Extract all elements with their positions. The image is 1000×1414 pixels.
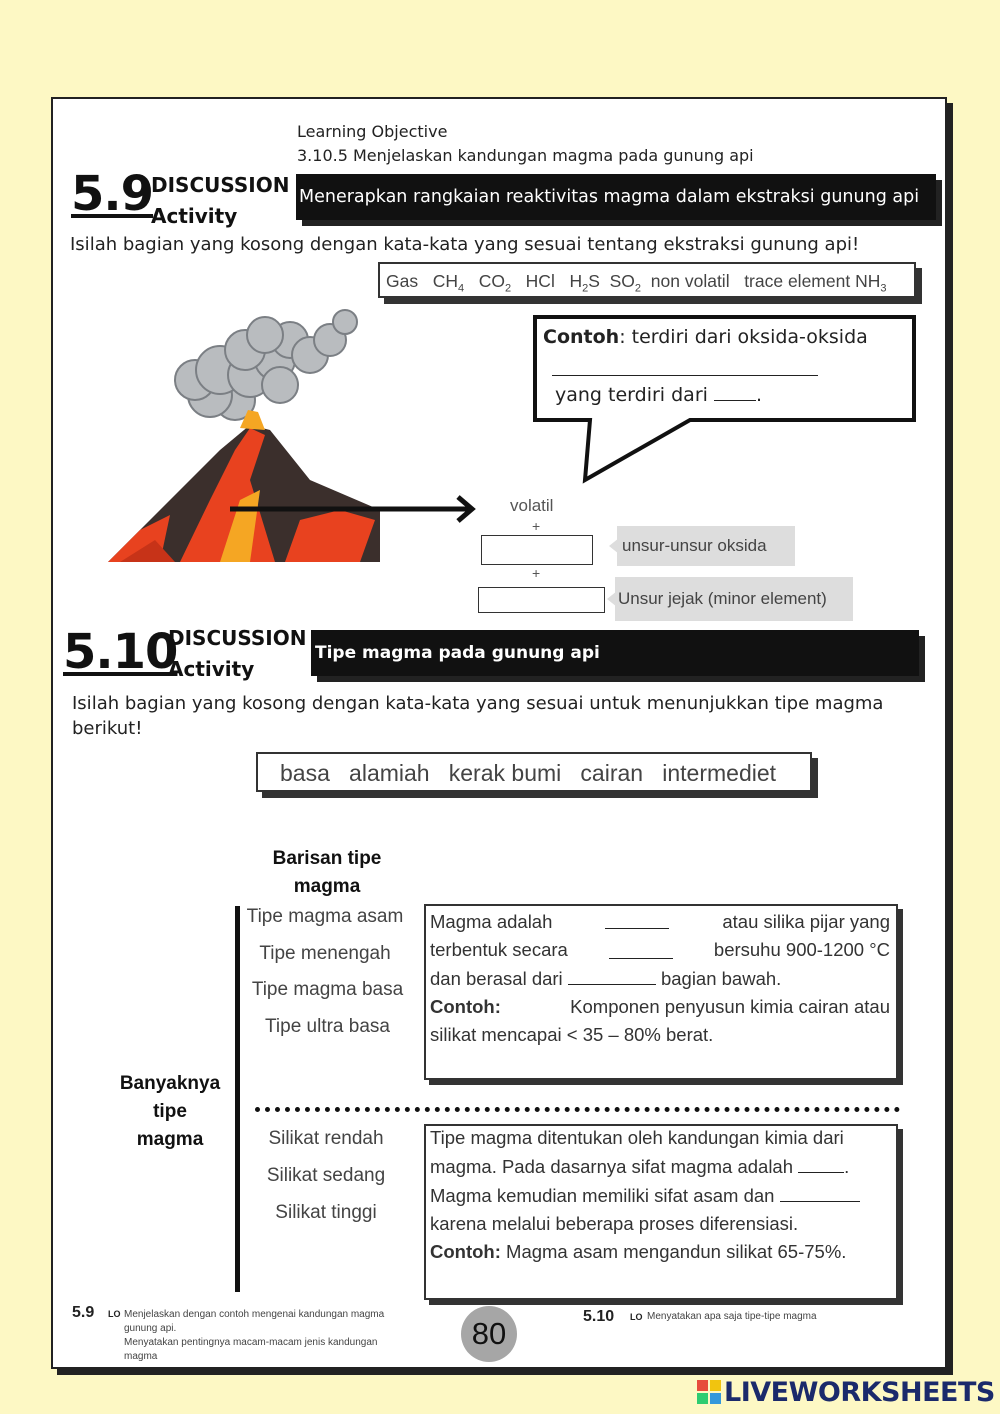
silikat-rendah: Silikat rendah	[268, 1128, 384, 1149]
volatil-label: volatil	[510, 496, 554, 515]
word-kerak-bumi: kerak bumi	[448, 760, 562, 786]
silikat-sedang: Silikat sedang	[266, 1165, 386, 1186]
bubble-blank-2[interactable]	[714, 400, 756, 401]
answer-box-unsur-jejak[interactable]	[478, 587, 605, 613]
page-number: 80	[461, 1306, 517, 1362]
word-hcl: HCl	[525, 271, 555, 291]
learning-objective-heading: Learning Objective	[297, 122, 448, 141]
bubble-line2: yang terdiri dari .	[555, 384, 763, 406]
type-ultra-basa: Tipe ultra basa	[265, 1016, 390, 1037]
word-ch4: $CH_4$	[432, 271, 465, 295]
box1-blank-1[interactable]	[605, 908, 669, 929]
footer-510-lo: LO	[630, 1312, 643, 1322]
box1-text: Magma adalah atau silika pijar yang terbentuk secara bersuhu 900-1200 °C dan berasal dari bagian bawah. Contoh: Komponen penyusun kimia cairan atau silikat mencapai < 35 – 80% berat.	[430, 908, 890, 1049]
box1-blank-3[interactable]	[568, 964, 656, 985]
answer-box-oksida[interactable]	[481, 535, 593, 565]
word-basa: basa	[280, 760, 330, 786]
footer-510-text: Menyatakan apa saja tipe-tipe magma	[647, 1311, 817, 1322]
silikat-tinggi: Silikat tinggi	[275, 1202, 377, 1223]
box2-text: Tipe magma ditentukan oleh kandungan kimia dari magma. Pada dasarnya sifat magma adalah . Magma kemudian memiliki sifat asam dan karena melalui beberapa proses diferensiasi. Contoh: Magma asam mengandun silikat 65-75%.	[430, 1124, 892, 1266]
box1-blank-2[interactable]	[609, 936, 673, 959]
dotted-separator	[255, 1107, 900, 1112]
section-59-number: 5.9	[71, 166, 154, 222]
bubble-line1: Contoh: terdiri dari oksida-oksida	[543, 326, 868, 348]
section-510-number: 5.10	[63, 624, 178, 680]
word-bank-510	[256, 752, 812, 792]
word-trace-nh3: trace element $NH_3$	[744, 271, 887, 295]
word-intermediet: intermediet	[662, 760, 777, 786]
type-basa: Tipe magma basa	[251, 979, 404, 1000]
bubble-blank-1[interactable]	[552, 375, 818, 376]
section-510-banner: Tipe magma pada gunung api	[311, 630, 919, 676]
section-510-instruction-2: berikut!	[72, 718, 143, 739]
word-nonvolatil: non volatil	[650, 271, 730, 291]
smoke-cloud	[175, 310, 357, 420]
word-cairan: cairan	[580, 760, 644, 786]
liveworksheets-brand[interactable]: LIVEWORKSHEETS	[724, 1377, 995, 1408]
box2-blank-1[interactable]	[798, 1152, 844, 1173]
tag-unsur-jejak: Unsur jejak (minor element)	[615, 577, 853, 621]
footer-59-text: Menjelaskan dengan contoh mengenai kandungan magma gunung api. Menyatakan pentingnya macam-macam jenis kandungan magma	[124, 1309, 385, 1362]
left-heading: Banyaknya tipe magma	[119, 1073, 221, 1150]
word-so2: $SO_2$	[609, 271, 642, 295]
footer-510-number: 5.10	[583, 1308, 615, 1325]
type-asam: Tipe magma asam	[246, 906, 404, 927]
plus-1: +	[532, 518, 541, 534]
word-gas: Gas	[386, 271, 419, 291]
section-59-banner: Menerapkan rangkaian reaktivitas magma dalam ekstraksi gunung api	[296, 174, 936, 220]
plus-2: +	[532, 565, 541, 581]
section-59-activity: Activity	[151, 204, 238, 228]
word-co2: $CO_2$	[478, 271, 512, 295]
section-510-discussion: DISCUSSION	[168, 626, 307, 650]
word-h2s: $H_2S$	[569, 271, 600, 295]
footer-59-number: 5.9	[72, 1304, 95, 1321]
volcano-illustration	[100, 300, 400, 570]
arrow-icon	[230, 495, 480, 523]
tag-unsur-oksida: unsur-unsur oksida	[617, 526, 795, 566]
type-menengah: Tipe menengah	[259, 943, 391, 964]
section-59-discussion: DISCUSSION	[151, 173, 290, 197]
word-bank-59	[378, 262, 916, 298]
box2-blank-2[interactable]	[780, 1181, 860, 1202]
word-alamiah: alamiah	[349, 760, 430, 786]
section-59-instruction: Isilah bagian yang kosong dengan kata-kata yang sesuai tentang ekstraksi gunung api!	[70, 234, 860, 255]
column-heading: Barisan tipe magma	[272, 848, 382, 897]
section-510-activity: Activity	[168, 657, 255, 681]
learning-objective-code: 3.10.5 Menjelaskan kandungan magma pada gunung api	[297, 146, 754, 165]
liveworksheets-logo-icon	[697, 1380, 721, 1404]
section-510-instruction-1: Isilah bagian yang kosong dengan kata-kata yang sesuai untuk menunjukkan tipe magma	[72, 693, 884, 714]
footer-59-lo: LO	[108, 1309, 121, 1319]
